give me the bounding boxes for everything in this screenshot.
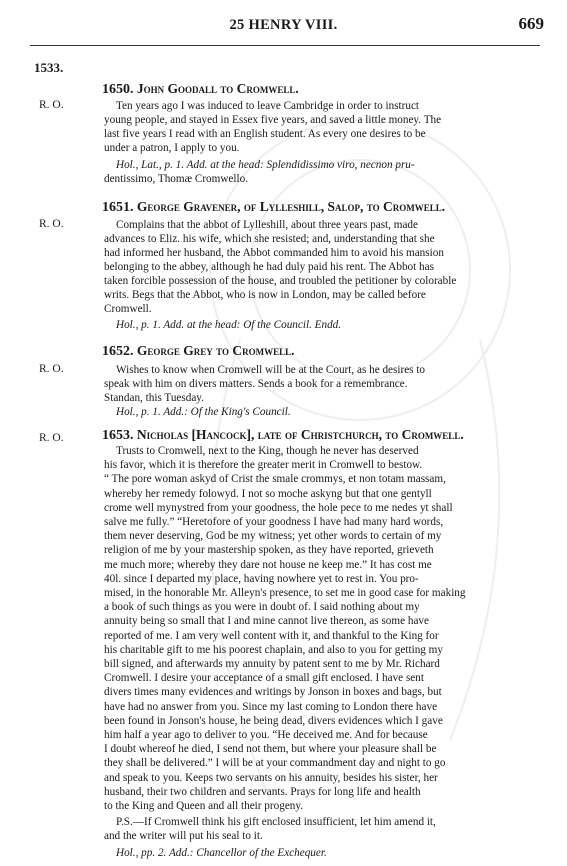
body-line: crome well mynystred from your goodness, the hole pece to me nedes yt shall <box>104 501 453 514</box>
entry-heading <box>102 343 294 360</box>
endorsement-note: dentissimo, Thomæ Cromwello. <box>104 173 248 185</box>
body-line: whereby her remedy folowyd. I not so moche askyng but that one gentyll <box>104 487 432 500</box>
body-line: and speak to you. Keeps two servants on his annuity, besides his sister, her <box>104 771 438 784</box>
body-line: they shall be delivered.” I will be at your commandment day and night to go <box>104 757 446 770</box>
entry-number: 1652. <box>102 344 134 359</box>
body-line: his charitable gift to me his poorest chaplain, and also to you for getting my <box>104 643 443 656</box>
body-line: annuity being so small that I and mine cannot live thereon, as some have <box>104 615 429 628</box>
body-line: “ The pore woman askyd of Crist the smale crommys, et non totam massam, <box>104 473 446 486</box>
endorsement-note: Hol., p. 1. Add.: Of the King's Council. <box>116 406 291 418</box>
body-line: have had no answer from you. Since my last coming to London there have <box>104 700 438 713</box>
source-marker: R. O. <box>39 218 64 230</box>
body-line: Cromwell. I desire your acceptance of a small gift enclosed. I have sent <box>104 672 424 685</box>
endorsement-note: Hol., Lat., p. 1. Add. at the head: Splendidissimo viro, necnon pru- <box>116 159 415 171</box>
entry-heading <box>102 427 464 444</box>
page-number: 669 <box>518 14 544 33</box>
body-line: advances to Eliz. his wife, which she resisted; and, understanding that she <box>104 233 435 245</box>
postscript-line: P.S.—If Cromwell think his gift enclosed insufficient, let him amend it, <box>116 816 436 828</box>
entry-title: George Grey to Cromwell. <box>136 343 295 358</box>
body-line: Cromwell. <box>104 303 152 315</box>
body-line: mised, in the honorable Mr. Alleyn's presence, to set me in good case for making <box>104 587 466 599</box>
body-line: to the King and Queen and all their progeny. <box>104 800 304 812</box>
entry-title: Nicholas [Hancock], late of Christchurch, to Cromwell. <box>136 427 464 442</box>
body-line: bill signed, and afterwards my annuity by patent sent to me by Mr. Richard <box>104 658 440 670</box>
body-line: Standan, this Tuesday. <box>104 392 204 404</box>
header-rule <box>30 45 540 46</box>
source-marker: R. O. <box>39 363 64 375</box>
body-line: had informed her husband, the Abbot commanded him to avoid his mansion <box>104 247 444 259</box>
body-line: Ten years ago I was induced to leave Cambridge in order to instruct <box>116 100 420 112</box>
entry-title: John Goodall to Cromwell. <box>136 81 299 96</box>
body-line: speak with him on divers matters. Sends a book for a remembrance. <box>104 378 408 390</box>
body-line: them never deserving, God be my witness; yet other words to certain of my <box>104 530 442 543</box>
body-line: reported of me. I am very well content with it, and thankful to the King for <box>104 629 439 642</box>
body-line: Trusts to Cromwell, next to the King, though he never has deserved <box>116 445 419 457</box>
body-line: writs. Begs that the Abbot, who is now in London, may be called before <box>104 289 426 301</box>
body-line: a book of such things as you were in doubt of. I said nothing about my <box>104 601 420 614</box>
source-marker: R. O. <box>39 432 64 444</box>
body-line: under a patron, I apply to you. <box>104 142 240 154</box>
body-line: 40l. since I departed my place, having nowhere yet to rest in. You pro- <box>104 572 419 585</box>
body-line: last five years I read with an English student. As every one desires to be <box>104 128 426 140</box>
entry-heading <box>102 199 445 216</box>
body-line: young people, and stayed in Essex five years, and saved a little money. The <box>104 114 442 126</box>
body-line: me much more; whereby they dare not house ne keep me.” It has cost me <box>104 558 432 571</box>
endorsement-note: Hol., p. 1. Add. at the head: Of the Council. Endd. <box>116 319 342 331</box>
margin-year: 1533. <box>34 60 64 75</box>
entry-heading <box>102 81 299 98</box>
body-line: taken forcible possession of the house, and troubled the petitioner by colorable <box>104 275 457 287</box>
body-line: him half a year ago to deliver to you. “He deceived me. And for because <box>104 729 428 741</box>
body-line: divers times many evidences and writings by Jonson in boxes and bags, but <box>104 686 442 699</box>
body-line: husband, their two children and servants. Prays for long life and health <box>104 785 421 798</box>
body-line: salve me fully.” “Heretofore of your goodness I have had many hard words, <box>104 516 444 528</box>
running-head-title: 25 HENRY VIII. <box>229 17 338 33</box>
entry-number: 1651. <box>102 200 134 215</box>
body-line: religion of me by your mastership spoken, as they have reported, grieveth <box>104 544 434 557</box>
entry-number: 1653. <box>102 428 134 443</box>
body-line: Complains that the abbot of Lylleshill, about three years past, made <box>116 219 418 231</box>
entry-number: 1650. <box>102 82 134 97</box>
body-line: Wishes to know when Cromwell will be at the Court, as he desires to <box>116 364 426 376</box>
body-line: belonging to the abbey, although he had duly paid his rent. The Abbot has <box>104 261 434 273</box>
source-marker: R. O. <box>39 99 64 111</box>
entry-title: George Gravener, of Lylleshill, Salop, to Cromwell. <box>136 199 446 214</box>
postscript-line: and the writer will put his seal to it. <box>104 830 263 842</box>
body-line: I doubt whereof he died, I send not them, but where your pleasure shall be <box>104 743 437 756</box>
body-line: his favor, which it is therefore the greater merit in Cromwell to bestow. <box>104 459 423 472</box>
endorsement-note: Hol., pp. 2. Add.: Chancellor of the Exchequer. <box>116 847 327 859</box>
body-line: been found in Jonson's house, he being dead, divers evidences which I gave <box>104 714 443 727</box>
